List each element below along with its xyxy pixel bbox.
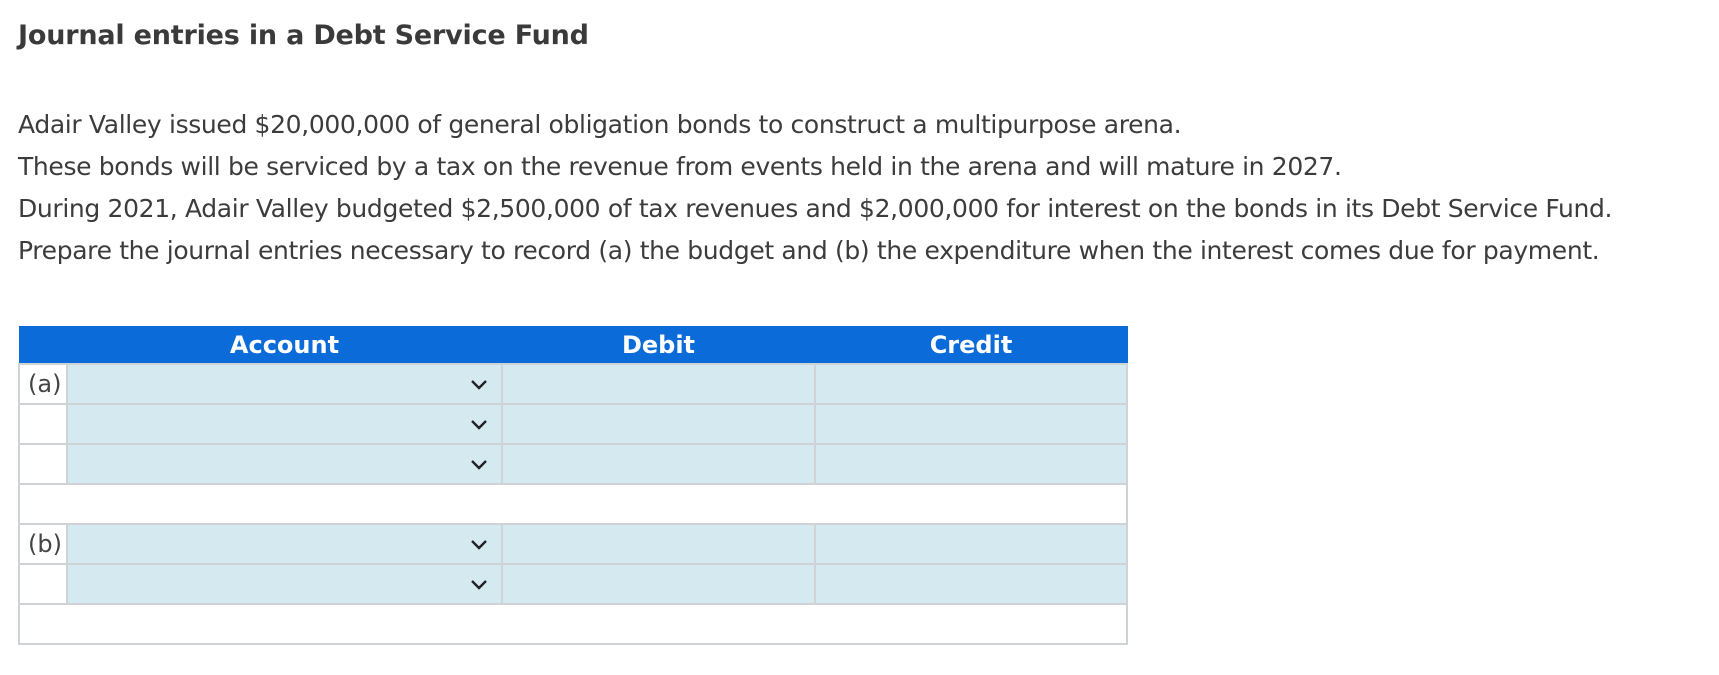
separator-cell — [19, 604, 1127, 644]
separator-cell — [19, 484, 1127, 524]
account-select[interactable] — [68, 445, 501, 483]
chevron-down-icon — [469, 419, 489, 431]
credit-field[interactable] — [816, 565, 1126, 603]
entry-label-empty — [19, 444, 67, 484]
entry-label-a: (a) — [19, 364, 67, 404]
entry-label-b: (b) — [19, 524, 67, 564]
credit-input-b1[interactable] — [815, 524, 1127, 564]
debit-field[interactable] — [503, 405, 814, 443]
journal-entry-table — [18, 326, 1128, 645]
header-label — [19, 327, 67, 365]
credit-input-a1[interactable] — [815, 364, 1127, 404]
table-row — [19, 564, 1127, 604]
account-dropdown-a1[interactable] — [67, 364, 502, 404]
header-account: Account — [67, 327, 502, 365]
account-dropdown-a3[interactable] — [67, 444, 502, 484]
account-select[interactable] — [68, 525, 501, 563]
entry-label-empty — [19, 564, 67, 604]
entry-label-empty — [19, 404, 67, 444]
account-dropdown-b2[interactable] — [67, 564, 502, 604]
chevron-down-icon — [469, 459, 489, 471]
separator-row — [19, 604, 1127, 644]
debit-input-a3[interactable] — [502, 444, 815, 484]
table-row — [19, 444, 1127, 484]
credit-input-a2[interactable] — [815, 404, 1127, 444]
account-dropdown-a2[interactable] — [67, 404, 502, 444]
problem-line-3: During 2021, Adair Valley budgeted $2,500,000 of tax revenues and $2,000,000 for interest on the bonds in its Debt Service Fund. — [18, 194, 1613, 223]
chevron-down-icon — [469, 579, 489, 591]
table-row — [19, 524, 1127, 564]
credit-field[interactable] — [816, 445, 1126, 483]
debit-field[interactable] — [503, 525, 814, 563]
table-row — [19, 364, 1127, 404]
account-select[interactable] — [68, 365, 501, 403]
credit-field[interactable] — [816, 405, 1126, 443]
problem-line-1: Adair Valley issued $20,000,000 of general obligation bonds to construct a multipurpose arena. — [18, 110, 1182, 139]
credit-field[interactable] — [816, 525, 1126, 563]
separator-row — [19, 484, 1127, 524]
account-select[interactable] — [68, 405, 501, 443]
debit-input-a2[interactable] — [502, 404, 815, 444]
chevron-down-icon — [469, 539, 489, 551]
header-credit: Credit — [815, 327, 1127, 365]
credit-input-a3[interactable] — [815, 444, 1127, 484]
problem-line-2: These bonds will be serviced by a tax on the revenue from events held in the arena and will mature in 2027. — [18, 152, 1342, 181]
table-header-row — [19, 327, 1127, 365]
debit-field[interactable] — [503, 365, 814, 403]
debit-input-b2[interactable] — [502, 564, 815, 604]
chevron-down-icon — [469, 379, 489, 391]
account-select[interactable] — [68, 565, 501, 603]
table-row — [19, 404, 1127, 444]
debit-field[interactable] — [503, 565, 814, 603]
debit-input-b1[interactable] — [502, 524, 815, 564]
header-debit: Debit — [502, 327, 815, 365]
page-title: Journal entries in a Debt Service Fund — [18, 20, 589, 51]
account-dropdown-b1[interactable] — [67, 524, 502, 564]
debit-field[interactable] — [503, 445, 814, 483]
problem-statement — [18, 104, 1612, 272]
problem-line-4: Prepare the journal entries necessary to record (a) the budget and (b) the expenditure when the interest comes due for payment. — [18, 236, 1600, 265]
credit-field[interactable] — [816, 365, 1126, 403]
credit-input-b2[interactable] — [815, 564, 1127, 604]
debit-input-a1[interactable] — [502, 364, 815, 404]
